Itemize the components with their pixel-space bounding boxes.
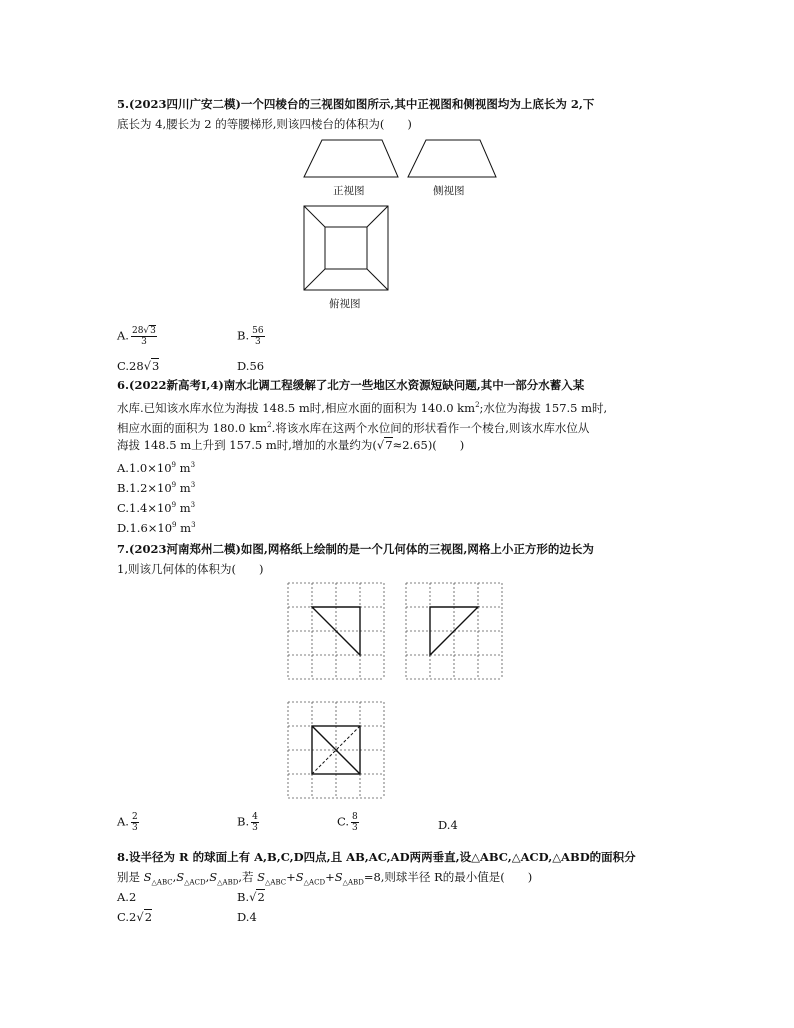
- q7-option-d: D.4: [438, 818, 458, 832]
- q6-option-d-unit-exp: 3: [191, 521, 196, 529]
- q5-option-a-fraction: $\frac{28√3}{3}$: [131, 326, 156, 347]
- q6-line3-b: .将该水库在这两个水位间的形状看作一个棱台,则该水库水位从: [271, 420, 590, 435]
- q6-option-d-text: D.1.6×10: [117, 520, 173, 535]
- q7-option-b-num: 4: [252, 812, 258, 822]
- q7-option-b: [237, 812, 259, 833]
- q8-line2-pre: 别是: [117, 870, 144, 884]
- q7-option-b-label: B.: [237, 814, 250, 829]
- q7-line2: 1,则该几何体的体积为( ): [117, 562, 264, 576]
- q5-option-a: [117, 326, 157, 347]
- q6-line3-sup: 2: [267, 421, 272, 429]
- q8-sub-acd-2: △ACD: [303, 878, 326, 887]
- q7-top-grid: [287, 701, 385, 801]
- q8-option-c-label: C.2: [117, 910, 137, 924]
- q6-line1: 6.(2022新高考Ⅰ,4)南水北调工程缓解了北方一些地区水资源短缺问题,其中一部分水蓄入某: [117, 378, 585, 392]
- q8-comma-1: ,: [172, 870, 177, 884]
- q8-option-a: A.2: [117, 890, 137, 904]
- q7-option-c: [337, 812, 359, 833]
- q7-option-b-fraction: [251, 812, 259, 833]
- q8-option-d: D.4: [237, 910, 257, 924]
- q6-line4-rad: 7: [385, 438, 393, 452]
- q5-front-caption: 正视图: [333, 185, 365, 197]
- q5-option-a-den: 3: [141, 337, 147, 347]
- q5-option-a-num: 28: [131, 326, 144, 336]
- q8-line1: 8.设半径为 R 的球面上有 A,B,C,D四点,且 AB,AC,AD两两垂直,设△ABC,△ACD,△ABD的面积分: [117, 850, 636, 864]
- q8-s5: S: [295, 870, 304, 884]
- q6-line2-b: ;水位为海拔 157.5 m时,: [479, 400, 608, 415]
- q7-option-a-fraction: [131, 812, 139, 833]
- q5-option-b-num: 56: [252, 326, 264, 336]
- q6-line3-a: 相应水面的面积为 180.0 km: [117, 420, 268, 435]
- q5-option-c-rad: 3: [152, 359, 160, 373]
- q8-if: ,若: [238, 870, 258, 884]
- q6-option-c-unit: m: [176, 500, 191, 515]
- q6-option-a-unit: m: [176, 460, 191, 475]
- q5-option-b-fraction: [251, 326, 264, 347]
- q6-option-c-exp: 9: [171, 501, 177, 509]
- q6-option-a: [117, 457, 195, 476]
- q6-line4: 海拔 148.5 m上升到 157.5 m时,增加的水量约为(√7≈2.65)( ): [117, 438, 465, 452]
- q6-option-c-text: C.1.4×10: [117, 500, 172, 515]
- q5-option-c-label: C.28: [117, 359, 144, 373]
- q8-line2: [117, 869, 532, 890]
- q8-plus-1: +: [286, 870, 296, 884]
- q5-top-caption: 俯视图: [329, 298, 361, 310]
- q7-option-a: [117, 812, 139, 833]
- q7-option-c-label: C.: [337, 814, 350, 829]
- q6-option-a-unit-exp: 3: [190, 461, 196, 469]
- q5-option-b: [237, 326, 265, 347]
- q6-option-c-unit-exp: 3: [190, 501, 196, 509]
- q5-option-a-label: A.: [117, 328, 129, 343]
- q7-option-a-den: 3: [131, 823, 138, 833]
- q8-sub-abc-2: △ABC: [265, 878, 287, 887]
- q8-option-c: C.2√2: [117, 910, 153, 924]
- q5-line2: 底长为 4,腰长为 2 的等腰梯形,则该四棱台的体积为( ): [117, 117, 412, 131]
- q6-line4-b: ≈2.65)( ): [392, 438, 465, 452]
- q6-option-b-text: B.1.2×10: [117, 480, 172, 495]
- q6-option-d: [117, 517, 196, 536]
- q6-line2: [117, 397, 607, 416]
- q8-s4: S: [257, 870, 266, 884]
- q8-sub-abc-1: △ABC: [151, 878, 173, 887]
- q7-option-b-den: 3: [252, 823, 258, 833]
- q8-sub-abd-1: △ABD: [217, 878, 239, 887]
- q6-option-b: [117, 477, 195, 496]
- q6-option-b-unit: m: [176, 480, 191, 495]
- q5-side-view: [404, 137, 504, 181]
- q7-side-grid: [405, 582, 503, 682]
- q7-option-a-num: 2: [131, 812, 138, 822]
- q6-option-d-exp: 9: [172, 521, 177, 529]
- q6-option-b-exp: 9: [171, 481, 177, 489]
- q5-option-c: C.28√3: [117, 359, 160, 373]
- q6-line4-a: 海拔 148.5 m上升到 157.5 m时,增加的水量约为(: [117, 438, 377, 452]
- q8-option-b-rad: 2: [257, 890, 265, 904]
- q8-sub-abd-2: △ABD: [342, 878, 364, 887]
- q5-option-b-den: 3: [254, 337, 261, 347]
- q8-s1: S: [143, 870, 152, 884]
- q8-option-b-label: B.: [237, 890, 250, 904]
- q7-option-c-num: 8: [352, 812, 358, 822]
- q8-comma-2: ,: [205, 870, 210, 884]
- q8-plus-2: +: [325, 870, 335, 884]
- q5-line1: 5.(2023四川广安二模)一个四棱台的三视图如图所示,其中正视图和侧视图均为上底长为 2,下: [117, 97, 595, 111]
- q7-option-c-den: 3: [352, 823, 358, 833]
- q8-option-b: B.√2: [237, 890, 265, 904]
- q8-s6: S: [334, 870, 343, 884]
- q7-option-a-label: A.: [117, 814, 129, 829]
- q8-s3: S: [209, 870, 218, 884]
- q6-line2-sup: 2: [475, 401, 480, 409]
- q8-option-c-rad: 2: [144, 910, 153, 924]
- q6-option-d-unit: m: [176, 520, 192, 535]
- q6-line3: [117, 417, 589, 436]
- q8-sub-acd-1: △ACD: [184, 878, 206, 887]
- q6-option-b-unit-exp: 3: [190, 481, 196, 489]
- q7-option-c-fraction: [351, 812, 359, 833]
- q7-line1: 7.(2023河南郑州二模)如图,网格纸上绘制的是一个几何体的三视图,网格上小正方形的边长为: [117, 542, 594, 556]
- q6-option-a-text: A.1.0×10: [117, 460, 172, 475]
- q6-line2-a: 水库.已知该水库水位为海拔 148.5 m时,相应水面的面积为 140.0 km: [117, 400, 476, 415]
- q5-option-b-label: B.: [237, 328, 250, 343]
- q5-side-caption: 侧视图: [433, 185, 465, 197]
- q7-front-grid: [287, 582, 385, 682]
- q5-option-a-rad: 3: [150, 326, 156, 336]
- q5-top-view: [302, 204, 392, 294]
- q8-eq: =8,则球半径 R的最小值是( ): [363, 870, 533, 884]
- q6-option-a-exp: 9: [171, 461, 176, 469]
- q5-option-d: D.56: [237, 359, 265, 373]
- q6-option-c: [117, 497, 195, 516]
- q8-s2: S: [176, 870, 185, 884]
- q5-front-view: [300, 137, 400, 181]
